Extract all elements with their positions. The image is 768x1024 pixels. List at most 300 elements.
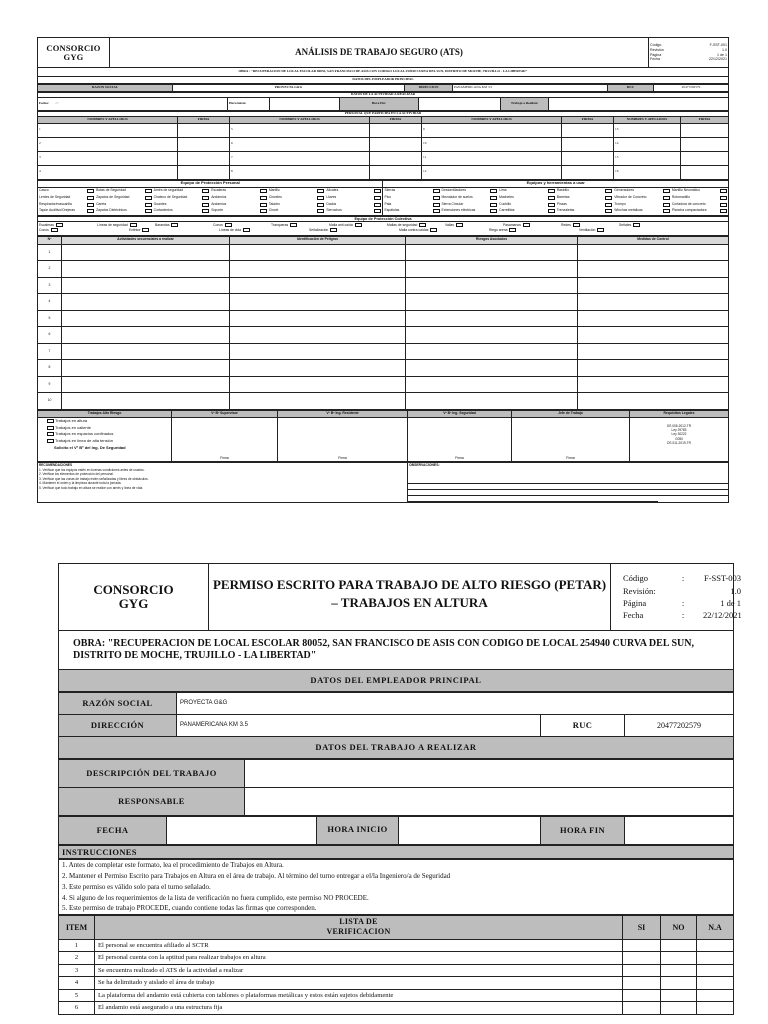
ats-observaciones[interactable] [408, 462, 729, 502]
checkbox-icon[interactable] [456, 223, 463, 227]
instruccion-item: 1. Antes de completar este formato, lea el procedimiento de Trabajos en Altura. [59, 859, 734, 870]
equipment-item[interactable] [325, 201, 383, 208]
checklist-na-cell[interactable] [697, 1002, 734, 1015]
petar-col-na: N.A [697, 915, 734, 939]
checkbox-icon[interactable] [145, 196, 152, 200]
checklist-na-cell[interactable] [697, 952, 734, 965]
checkbox-icon[interactable] [260, 203, 267, 207]
checkbox-icon[interactable] [260, 209, 267, 213]
equipment-item[interactable] [556, 194, 614, 201]
checkbox-icon[interactable] [145, 189, 152, 193]
checkbox-icon[interactable] [225, 223, 232, 227]
medida-field[interactable] [578, 393, 729, 410]
peligro-field[interactable] [230, 244, 406, 261]
checkbox-icon[interactable] [317, 189, 324, 193]
riesgo-field[interactable] [406, 343, 578, 360]
instruccion-item: 5. Este permiso de trabajo PROCEDE, cuando contiene todas las firmas que corresponden. [59, 903, 734, 914]
checklist-na-cell[interactable] [697, 977, 734, 990]
checkbox-icon[interactable] [145, 203, 152, 207]
ats-hora-fin-field[interactable] [418, 97, 500, 110]
ats-personal-sign[interactable] [370, 123, 422, 137]
equipment-item[interactable] [210, 194, 268, 201]
equipment-item[interactable] [153, 201, 211, 208]
peligro-field[interactable] [230, 327, 406, 344]
ats-personal-name[interactable]: 6 [230, 137, 370, 151]
ats-personal-name[interactable]: 3 [38, 151, 178, 165]
riesgo-field[interactable] [406, 310, 578, 327]
petar-descripcion-field[interactable] [245, 759, 734, 787]
checkbox-icon[interactable] [548, 209, 555, 213]
checklist-si-cell[interactable] [623, 952, 661, 965]
checkbox-icon[interactable] [171, 223, 178, 227]
checkbox-icon[interactable] [202, 203, 209, 207]
medida-field[interactable] [578, 244, 729, 261]
ats-sign-residente[interactable] [278, 417, 408, 461]
ats-direccion-label: DIRECCION [405, 84, 453, 91]
ats-alto-riesgo-list [38, 417, 172, 461]
equipment-label: Tapón Auditivo/Orejeras [39, 208, 75, 213]
equipment-label: Pico [384, 194, 392, 199]
equipment-label: Llaves [326, 194, 337, 199]
medida-field[interactable] [578, 343, 729, 360]
checkbox-icon[interactable] [523, 223, 530, 227]
equipment-item[interactable] [671, 194, 729, 201]
checkbox-icon[interactable] [433, 203, 440, 207]
ats-personal-sign[interactable] [178, 151, 230, 165]
ats-meta-value: 1.0 [722, 47, 727, 52]
ats-personal-sign[interactable] [562, 123, 614, 137]
checklist-no-cell[interactable] [661, 964, 697, 977]
checkbox-icon[interactable] [47, 439, 54, 443]
checkbox-icon[interactable] [490, 189, 497, 193]
ats-logo-line1: CONSORCIO [46, 43, 101, 53]
equipment-item[interactable] [383, 187, 441, 194]
checkbox-icon[interactable] [47, 426, 54, 430]
ats-personal-sign[interactable] [562, 151, 614, 165]
activity-field[interactable] [62, 244, 230, 261]
equipment-item[interactable] [441, 208, 499, 215]
checkbox-icon[interactable] [633, 223, 640, 227]
equipment-item[interactable] [498, 187, 556, 194]
petar-hora-fin-field[interactable] [625, 816, 734, 844]
checkbox-icon[interactable] [51, 228, 58, 232]
checklist-item-number: 1 [59, 939, 95, 952]
checkbox-icon[interactable] [509, 228, 516, 232]
equipment-item[interactable] [95, 194, 153, 201]
checkbox-icon[interactable] [317, 209, 324, 213]
equipment-label: Serruchos [326, 208, 342, 213]
ats-personal-name[interactable]: 14 [614, 137, 681, 151]
medida-field[interactable] [578, 294, 729, 311]
checkbox-icon[interactable] [605, 209, 612, 213]
checkbox-icon[interactable] [433, 196, 440, 200]
equipment-item[interactable] [325, 208, 383, 215]
checklist-no-cell[interactable] [661, 952, 697, 965]
equipment-item[interactable] [38, 208, 96, 215]
ats-sign-seguridad[interactable] [408, 417, 512, 461]
equipment-item[interactable] [498, 194, 556, 201]
checkbox-icon[interactable] [430, 228, 437, 232]
checklist-si-cell[interactable] [623, 1002, 661, 1015]
equipment-item[interactable] [153, 208, 211, 215]
colectiva-item[interactable] [39, 228, 129, 233]
checkbox-icon[interactable] [87, 209, 94, 213]
equipment-item[interactable] [671, 187, 729, 194]
equipment-label: Martillo Neumático [671, 187, 700, 192]
ats-personal-sign[interactable] [562, 137, 614, 151]
checklist-no-cell[interactable] [661, 989, 697, 1002]
petar-meta-value: 1.0 [730, 585, 741, 596]
equipment-item[interactable] [613, 187, 671, 194]
ats-personal-name[interactable]: 11 [422, 151, 562, 165]
ats-personal-name[interactable]: 13 [614, 123, 681, 137]
checkbox-icon[interactable] [87, 203, 94, 207]
equipment-item[interactable] [383, 201, 441, 208]
colectiva-item[interactable] [219, 228, 309, 233]
checkbox-icon[interactable] [374, 189, 381, 193]
equipment-item[interactable] [38, 194, 96, 201]
peligro-field[interactable] [230, 360, 406, 377]
ats-personal-sign[interactable] [681, 137, 729, 151]
ats-personal-sign[interactable] [562, 165, 614, 179]
ats-personal-name[interactable]: 7 [230, 151, 370, 165]
checkbox-icon[interactable] [605, 189, 612, 193]
checklist-row [59, 964, 734, 977]
equipment-item[interactable] [325, 187, 383, 194]
checkbox-icon[interactable] [605, 196, 612, 200]
equipment-label: Carretillas [499, 208, 515, 213]
ats-title: ANÁLISIS DE TRABAJO SEGURO (ATS) [110, 38, 649, 68]
equipment-label: Martillo [268, 187, 280, 192]
peligro-field[interactable] [230, 310, 406, 327]
checkbox-icon[interactable] [374, 209, 381, 213]
petar-instrucciones-table [58, 845, 734, 859]
checkbox-icon[interactable] [87, 189, 94, 193]
riesgo-field[interactable] [406, 360, 578, 377]
equipment-label: Sierra Circular [441, 201, 464, 206]
checkbox-icon[interactable] [202, 196, 209, 200]
equipment-item[interactable] [498, 208, 556, 215]
colectiva-label: Malla contra caídas [399, 228, 429, 233]
equipment-item[interactable] [383, 208, 441, 215]
activity-field[interactable] [62, 327, 230, 344]
peligro-field[interactable] [230, 343, 406, 360]
petar-meta-sep: : [681, 573, 685, 584]
colectiva-item[interactable] [399, 228, 489, 233]
ats-meta-key: Página [650, 52, 662, 57]
ats-act-col-n: Nº [38, 236, 62, 244]
ats-act-col-actividades: Actividades secuenciales a realizar [62, 236, 230, 244]
ats-personal-sign[interactable] [178, 165, 230, 179]
petar-col-no: NO [661, 915, 697, 939]
petar-hora-inicio-field[interactable] [399, 816, 541, 844]
ats-signatures-table [37, 410, 729, 462]
riesgo-field[interactable] [406, 327, 578, 344]
medida-field[interactable] [578, 310, 729, 327]
equipment-item[interactable] [268, 187, 326, 194]
equipment-item[interactable] [383, 194, 441, 201]
peligro-field[interactable] [230, 376, 406, 393]
checkbox-icon[interactable] [597, 228, 604, 232]
checklist-item-text: El personal cuenta con la aptitud para realizar trabajos en altura [95, 952, 623, 965]
ats-sign-col-residente: Vº Bº Ing. Residente [278, 410, 408, 417]
equipment-item[interactable] [441, 187, 499, 194]
activity-field[interactable] [62, 261, 230, 278]
ats-epp-heading: Equipo de Protección Personal [38, 180, 383, 187]
ats-logo [38, 38, 110, 68]
equipment-item[interactable] [441, 201, 499, 208]
equipment-item[interactable] [38, 201, 96, 208]
ats-fecha-cell[interactable] [38, 97, 228, 110]
peligro-field[interactable] [230, 294, 406, 311]
equipment-item[interactable] [556, 201, 614, 208]
checkbox-icon[interactable] [243, 228, 250, 232]
equipment-item[interactable] [153, 194, 211, 201]
equipment-label: Lentes de Seguridad [39, 194, 71, 199]
equipment-item[interactable] [613, 194, 671, 201]
equipment-item[interactable] [498, 201, 556, 208]
activity-field[interactable] [62, 277, 230, 294]
checkbox-icon[interactable] [548, 189, 555, 193]
checkbox-icon[interactable] [130, 223, 137, 227]
checkbox-icon[interactable] [355, 223, 362, 227]
checkbox-icon[interactable] [720, 209, 727, 213]
checkbox-icon[interactable] [374, 203, 381, 207]
checkbox-icon[interactable] [56, 223, 63, 227]
legal-item: Ley 29783 [671, 428, 687, 433]
checkbox-icon[interactable] [433, 189, 440, 193]
checkbox-icon[interactable] [142, 228, 149, 232]
colectiva-item[interactable] [309, 228, 399, 233]
checkbox-icon[interactable] [490, 196, 497, 200]
riesgo-field[interactable] [406, 277, 578, 294]
equipment-item[interactable] [95, 187, 153, 194]
checkbox-icon[interactable] [490, 203, 497, 207]
checklist-si-cell[interactable] [623, 964, 661, 977]
equipment-label: Trenzaletas [556, 208, 575, 213]
ats-direccion-value: PANAMERICANA KM 3.5 [453, 84, 608, 91]
equipment-item[interactable] [441, 194, 499, 201]
colectiva-label: Tranqueras [271, 223, 289, 228]
colectiva-label: Conos [39, 228, 49, 233]
equipment-item[interactable] [38, 187, 96, 194]
ats-personal-name[interactable]: 15 [614, 151, 681, 165]
ats-meta-value: F-SST-001 [709, 43, 727, 48]
equipment-item[interactable] [268, 201, 326, 208]
ats-act-col-medidas: Medidas de Control [578, 236, 729, 244]
equipment-item[interactable] [613, 201, 671, 208]
ats-personal-sign[interactable] [370, 151, 422, 165]
equipment-item[interactable] [556, 187, 614, 194]
activity-field[interactable] [62, 310, 230, 327]
petar-fecha-field[interactable] [167, 816, 317, 844]
checkbox-icon[interactable] [47, 432, 54, 436]
checklist-si-cell[interactable] [623, 939, 661, 952]
ats-sign-jefe[interactable] [512, 417, 630, 461]
checkbox-icon[interactable] [433, 209, 440, 213]
checkbox-icon[interactable] [720, 196, 727, 200]
checklist-na-cell[interactable] [697, 989, 734, 1002]
alto-riesgo-item[interactable] [46, 418, 170, 425]
checkbox-icon[interactable] [145, 209, 152, 213]
riesgo-field[interactable] [406, 294, 578, 311]
petar-logo-line2: GYG [118, 596, 149, 611]
ats-personal-name[interactable]: 2 [38, 137, 178, 151]
ats-sign-col-jefe: Jefe de Trabajo [512, 410, 630, 417]
checkbox-icon[interactable] [317, 196, 324, 200]
checkbox-icon[interactable] [290, 223, 297, 227]
equipment-label: Pala [384, 201, 392, 206]
ats-sign-col-seguridad: Vº Bº Ing. Seguridad [408, 410, 512, 417]
ats-personal-sign[interactable] [370, 137, 422, 151]
equipment-label: Arnés de seguridad [153, 187, 184, 192]
activity-field[interactable] [62, 343, 230, 360]
equipment-item[interactable] [556, 208, 614, 215]
ats-personal-sign[interactable] [681, 123, 729, 137]
checklist-no-cell[interactable] [661, 1002, 697, 1015]
equipment-item[interactable] [268, 208, 326, 215]
ats-personal-name[interactable]: 1 [38, 123, 178, 137]
checkbox-icon[interactable] [663, 203, 670, 207]
checkbox-icon[interactable] [202, 189, 209, 193]
riesgo-field[interactable] [406, 376, 578, 393]
equipment-label: Andamios [211, 194, 227, 199]
checkbox-icon[interactable] [548, 196, 555, 200]
checkbox-icon[interactable] [47, 419, 54, 423]
ats-hora-inicio-field[interactable] [270, 97, 340, 110]
riesgo-field[interactable] [406, 244, 578, 261]
colectiva-item[interactable] [129, 228, 219, 233]
petar-ruc-value: 20477202579 [625, 714, 734, 736]
medida-field[interactable] [578, 327, 729, 344]
alto-riesgo-item[interactable] [46, 431, 170, 438]
ats-meta-value: 22/12/2021 [709, 57, 727, 62]
activity-field[interactable] [62, 376, 230, 393]
activity-field[interactable] [62, 393, 230, 410]
checkbox-icon[interactable] [720, 189, 727, 193]
activity-field[interactable] [62, 294, 230, 311]
alto-riesgo-item[interactable] [46, 438, 170, 445]
petar-responsable-field[interactable] [245, 787, 734, 815]
checklist-no-cell[interactable] [661, 977, 697, 990]
ats-trabajo-field[interactable] [548, 97, 728, 110]
checkbox-icon[interactable] [720, 203, 727, 207]
checklist-no-cell[interactable] [661, 939, 697, 952]
medida-field[interactable] [578, 277, 729, 294]
checkbox-icon[interactable] [573, 223, 580, 227]
ats-personal-name[interactable]: 10 [422, 137, 562, 151]
equipment-item[interactable] [268, 194, 326, 201]
ats-meta-value: 1 de 1 [717, 52, 727, 57]
activity-number: 2 [38, 261, 62, 278]
checkbox-icon[interactable] [663, 209, 670, 213]
ats-personal-name[interactable]: 16 [614, 165, 681, 179]
ats-personal-sign[interactable] [178, 123, 230, 137]
medida-field[interactable] [578, 261, 729, 278]
ats-act-col-riesgos: Riesgos Asociados [406, 236, 578, 244]
ats-personal-name[interactable]: 5 [230, 123, 370, 137]
checkbox-icon[interactable] [330, 228, 337, 232]
equipment-item[interactable] [210, 208, 268, 215]
checklist-na-cell[interactable] [697, 939, 734, 952]
colectiva-label: Extintor [129, 228, 141, 233]
ats-col-nombres: NOMBRES Y APELLIDOS [422, 116, 562, 123]
checklist-si-cell[interactable] [623, 989, 661, 1002]
ats-colectiva-heading: Equipo de Protección Colectiva [38, 216, 729, 221]
peligro-field[interactable] [230, 277, 406, 294]
equipment-item[interactable] [153, 187, 211, 194]
checkbox-icon[interactable] [605, 203, 612, 207]
riesgo-field[interactable] [406, 261, 578, 278]
ats-empleador-table [37, 84, 729, 92]
equipment-item[interactable] [671, 201, 729, 208]
activity-row [38, 327, 729, 344]
ats-personal-sign[interactable] [370, 165, 422, 179]
ats-personal-sign[interactable] [178, 137, 230, 151]
ats-personal-name[interactable]: 8 [230, 165, 370, 179]
colectiva-item[interactable] [489, 228, 579, 233]
activity-number: 5 [38, 310, 62, 327]
equipment-item[interactable] [95, 208, 153, 215]
checklist-item-number: 5 [59, 989, 95, 1002]
checkbox-icon[interactable] [663, 196, 670, 200]
checklist-si-cell[interactable] [623, 977, 661, 990]
ats-personal-sign[interactable] [681, 151, 729, 165]
equipment-item[interactable] [613, 208, 671, 215]
medida-field[interactable] [578, 376, 729, 393]
alto-riesgo-item[interactable] [46, 425, 170, 432]
checkbox-icon[interactable] [202, 209, 209, 213]
checkbox-icon[interactable] [374, 196, 381, 200]
checkbox-icon[interactable] [260, 196, 267, 200]
activity-field[interactable] [62, 360, 230, 377]
checkbox-icon[interactable] [663, 189, 670, 193]
equipment-item[interactable] [210, 201, 268, 208]
ats-personal-name[interactable]: 4 [38, 165, 178, 179]
riesgo-field[interactable] [406, 393, 578, 410]
equipment-item[interactable] [210, 187, 268, 194]
equipment-item[interactable] [671, 208, 729, 215]
ats-sign-supervisor[interactable] [172, 417, 278, 461]
activity-number: 7 [38, 343, 62, 360]
firma-label: Firma [338, 455, 347, 460]
checklist-na-cell[interactable] [697, 964, 734, 977]
activity-row [38, 376, 729, 393]
medida-field[interactable] [578, 360, 729, 377]
checkbox-icon[interactable] [490, 209, 497, 213]
petar-empleador-heading: DATOS DEL EMPLEADOR PRINCIPAL [59, 669, 734, 691]
peligro-field[interactable] [230, 261, 406, 278]
equipment-label: Vibrador de Concreto [614, 194, 647, 199]
equipment-item[interactable] [325, 194, 383, 201]
colectiva-label: Señales [619, 223, 632, 228]
petar-form [58, 563, 742, 1015]
equipment-label: Respirador/mascarilla [39, 201, 72, 206]
equipment-item[interactable] [95, 201, 153, 208]
checkbox-icon[interactable] [317, 203, 324, 207]
peligro-field[interactable] [230, 393, 406, 410]
equipment-label: Cortavientos [153, 208, 173, 213]
colectiva-item[interactable] [579, 228, 669, 233]
checkbox-icon[interactable] [419, 223, 426, 227]
checkbox-icon[interactable] [260, 189, 267, 193]
legal-item: G050 [675, 436, 683, 441]
ats-personal-name[interactable]: 9 [422, 123, 562, 137]
ats-personal-sign[interactable] [681, 165, 729, 179]
ats-personal-name[interactable]: 12 [422, 165, 562, 179]
checkbox-icon[interactable] [87, 196, 94, 200]
checkbox-icon[interactable] [548, 203, 555, 207]
